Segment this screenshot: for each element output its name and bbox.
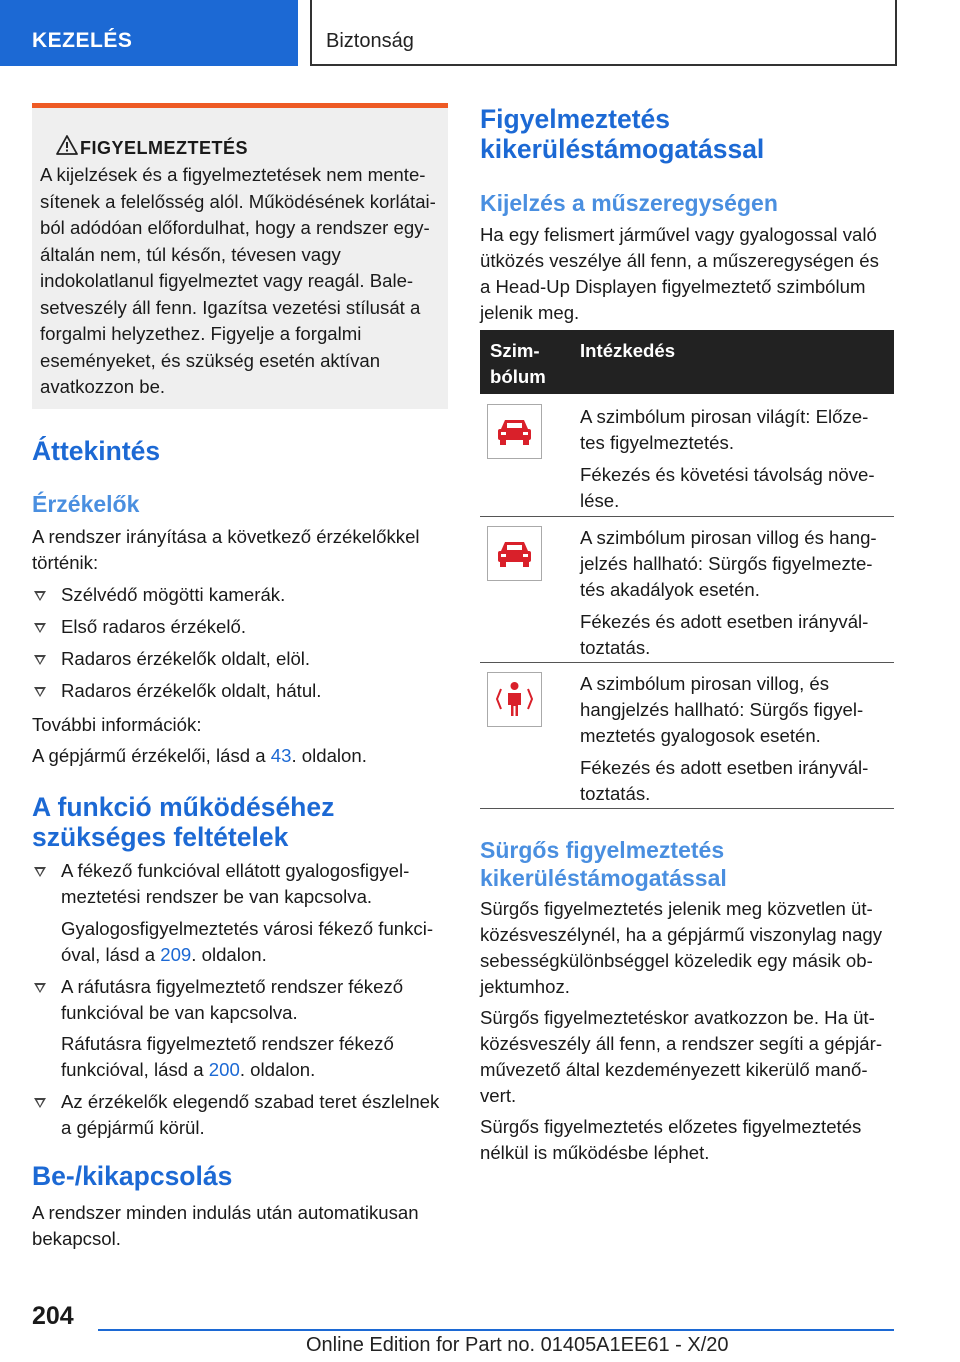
list-item: Első radaros érzékelő. xyxy=(61,616,246,637)
bullet-icon xyxy=(34,1098,46,1108)
list-item: Szélvédő mögötti kamerák. xyxy=(61,584,286,605)
list-item-note: Gyalogosfigyelmeztetés városi fékező funkci‐ óval, lásd a 209. oldalon. xyxy=(61,918,434,965)
bullet-icon xyxy=(34,655,46,665)
more-info-label: További információk: xyxy=(32,714,202,735)
onoff-text: A rendszer minden indulás után automatikusan bekapcsol. xyxy=(32,1202,419,1249)
list-item: Az érzékelők elegendő szabad teret észlelnek a gépjármű körül. xyxy=(61,1091,440,1138)
heading-main: Figyelmeztetés kikerüléstámogatással xyxy=(480,104,765,164)
table-row-divider xyxy=(480,662,894,663)
page-link[interactable]: 209 xyxy=(160,944,192,965)
section-label: KEZELÉS xyxy=(32,29,133,52)
warning-title: FIGYELMEZTETÉS xyxy=(80,138,249,158)
pedestrian-warning-icon xyxy=(487,672,542,727)
table-header xyxy=(480,330,894,394)
chapter-header xyxy=(310,0,897,66)
list-item: A fékező funkcióval ellátott gyalogosfigyel‐ meztetési rendszer be van kapcsolva. xyxy=(61,860,410,907)
bullet-icon xyxy=(34,623,46,633)
warning-text: A kijelzések és a figyelmeztetések nem mente‐ sítenek a felelősség alól. Működésének korlátai‐ ból adódóan előfordulhat, hogy a rendszer egy‐ általán nem, túl későn, tévesen vagy indokolatlanul figyelmeztet vagy reagál. Bale‐ setveszély áll fenn. Igazítsa vezetési stílusát a forgalmi helyzethez. Figyelje a forgalmi eseményeket, és szükség esetén aktívan avatkozzon be. xyxy=(40,164,436,397)
bullet-icon xyxy=(34,867,46,877)
heading-cluster: Kijelzés a műszeregységen xyxy=(480,190,778,216)
chapter-label: Biztonság xyxy=(326,30,414,52)
car-front-warning-icon xyxy=(487,526,542,581)
bullet-icon xyxy=(34,687,46,697)
page-link[interactable]: 200 xyxy=(208,1059,240,1080)
table-row: A szimbólum pirosan villog és hang‐ jelzés hallható: Sürgős figyelmezte‐ tés akadályok esetén. Fékezés és adott esetben irányvál‐ toztatás. xyxy=(580,527,877,658)
table-row-divider xyxy=(480,808,894,809)
cluster-text: Ha egy felismert járművel vagy gyalogossal való ütközés veszélye áll fenn, a műszeregységen és a Head-Up Displayen figyelmeztető szimbólum jelenik meg. xyxy=(480,224,879,323)
bullet-icon xyxy=(34,591,46,601)
urgent-text: Sürgős figyelmeztetés jelenik meg közvetlen üt‐ közésveszélynél, ha a gépjármű viszonylag nagy sebességkülönbséggel közeledik egy másik ob‐ jektumhoz. Sürgős figyelmeztetéskor avatkozzon be. Ha üt‐ közésveszély áll fenn, a rendszer segíti a gépjár‐ művezető által kezdeményezett kikerülő manő‐ vert. Sürgős figyelmeztetés előzetes figyelmeztetés nélkül is működésbe léphet. xyxy=(480,898,883,1163)
car-front-warning-icon xyxy=(487,404,542,459)
list-item: Radaros érzékelők oldalt, elöl. xyxy=(61,648,311,669)
page-number: 204 xyxy=(32,1302,74,1330)
heading-sensors: Érzékelők xyxy=(32,491,140,517)
left-column xyxy=(32,436,452,466)
heading-conditions: A funkció működéséhez szükséges feltételek xyxy=(32,792,335,852)
section-tab xyxy=(0,0,298,66)
column-header-action: Intézkedés xyxy=(580,340,676,361)
page-link[interactable]: 43 xyxy=(270,745,292,766)
warning-box xyxy=(32,103,448,409)
footer-divider xyxy=(98,1329,894,1331)
list-item: A ráfutásra figyelmeztető rendszer fékező funkcióval be van kapcsolva. xyxy=(61,976,404,1023)
table-row-divider xyxy=(480,516,894,517)
warning-triangle-icon xyxy=(56,135,78,155)
column-header-symbol: Szim‐ bólum xyxy=(490,340,546,387)
bullet-icon xyxy=(34,983,46,993)
heading-overview: Áttekintés xyxy=(32,436,161,466)
list-item-note: Ráfutásra figyelmeztető rendszer fékező funkcióval, lásd a 200. oldalon. xyxy=(61,1033,394,1080)
heading-urgent: Sürgős figyelmeztetés kikerüléstámogatással xyxy=(480,837,727,891)
edition-text: Online Edition for Part no. 01405A1EE61 - X/20 xyxy=(306,1334,729,1356)
sensor-reference: A gépjármű érzékelői, lásd a 43. oldalon. xyxy=(32,745,367,766)
table-row: A szimbólum pirosan villog, és hangjelzés hallható: Sürgős figyel‐ meztetés gyalogosok esetén. Fékezés és adott esetben irányvál‐ toztatás. xyxy=(580,673,869,804)
table-row: A szimbólum pirosan világít: Előze‐ tes figyelmeztetés. Fékezés és követési távolság növe‐ lése. xyxy=(580,406,875,511)
sensors-intro: A rendszer irányítása a következő érzékelőkkel történik: xyxy=(32,526,420,573)
heading-onoff: Be-/kikapcsolás xyxy=(32,1161,233,1191)
list-item: Radaros érzékelők oldalt, hátul. xyxy=(61,680,322,701)
